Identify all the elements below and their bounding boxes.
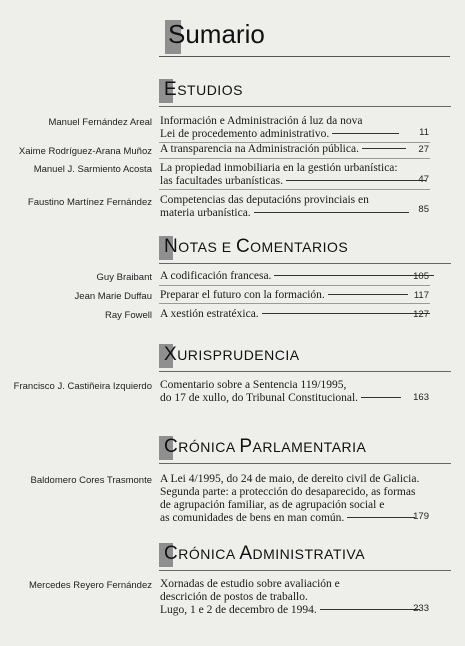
entry-title[interactable]: Preparar el futuro con la formación. — [160, 289, 430, 302]
section-heading-notas-e-comentarios: NOTAS E COMENTARIOS — [159, 234, 451, 264]
entry-page: 27 — [418, 144, 429, 155]
entry-page: 163 — [413, 392, 429, 403]
entry-author: Baldomero Cores Trasmonte — [30, 475, 152, 486]
entry-title[interactable]: A xestión estratéxica. — [160, 308, 430, 321]
entry-title[interactable]: La propiedad inmobiliaria en la gestión urbanística: las facultades urbanísticas. — [160, 162, 430, 188]
entry-author: Manuel J. Sarmiento Acosta — [33, 164, 152, 175]
entry-title[interactable]: Comentario sobre a Sentencia 119/1995, do 17 de xullo, do Tribunal Constitucional. — [160, 379, 430, 405]
entry-author: Francisco J. Castiñeira Izquierdo — [13, 381, 152, 392]
entry-author: Xaime Rodríguez-Arana Muñoz — [18, 146, 152, 157]
entry-page: 11 — [419, 127, 429, 138]
section-heading-cronica-parlamentaria: CRÓNICA PARLAMENTARIA — [159, 434, 451, 464]
entry-author: Faustino Martínez Fernández — [27, 197, 152, 208]
entry-author: Jean Marie Duffau — [74, 291, 152, 302]
section-heading-estudios: ESTUDIOS — [159, 77, 451, 107]
entry-page: 127 — [413, 309, 429, 320]
entry-page: 47 — [418, 174, 429, 185]
entry-author: Ray Fowell — [105, 310, 152, 321]
entry-page: 233 — [413, 603, 429, 614]
entry-title[interactable]: Competencias das deputacións provinciais en materia urbanística. — [160, 194, 430, 220]
entry-title[interactable]: A codificación francesa. — [160, 270, 430, 283]
entry-page: 85 — [418, 204, 429, 215]
entry-page: 179 — [413, 511, 429, 522]
entry-author: Mercedes Reyero Fernández — [28, 580, 152, 591]
entry-author: Manuel Fernández Areal — [48, 117, 152, 128]
page-title: Sumario — [168, 19, 265, 49]
section-heading-cronica-administrativa: CRÓNICA ADMINISTRATIVA — [159, 541, 451, 571]
title-rule — [159, 56, 450, 57]
entry-title[interactable]: Xornadas de estudio sobre avaliación e descrición de postos de traballo. Lugo, 1 e 2 de decembro de 1994. — [160, 578, 430, 617]
entry-title[interactable]: A Lei 4/1995, do 24 de maio, de dereito civil de Galicia. Segunda parte: a protección do desaparecido, as formas de agrupación familiar, as de agrupación social e as comunidades de bens en man común. — [160, 473, 420, 524]
entry-title[interactable]: Información e Administración á luz da nova Lei de procedemento administrativo. — [160, 115, 430, 141]
entry-author: Guy Braibant — [96, 272, 152, 283]
entry-page: 117 — [413, 290, 429, 301]
entry-page: 105 — [413, 271, 429, 282]
section-heading-xurisprudencia: XURISPRUDENCIA — [159, 342, 451, 372]
entry-title[interactable]: A transparencia na Administración pública. — [160, 143, 430, 156]
